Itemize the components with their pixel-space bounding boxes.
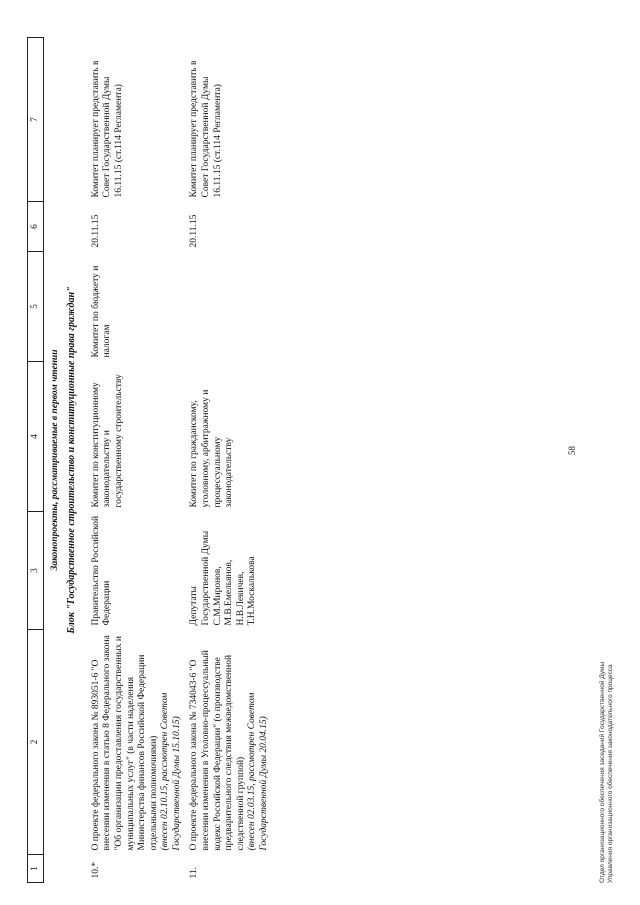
rotated-landscape-content bbox=[27, 18, 617, 883]
page-number: 58 bbox=[567, 446, 577, 455]
bills-table bbox=[27, 37, 273, 883]
bill-note: (внесен 02.10.15, рассмотрен Советом Государственной Думы 15.10.15) bbox=[160, 692, 182, 851]
row-number: 10.* bbox=[90, 861, 101, 879]
responsible-committee: Комитет по конституционному законодательству и государственному строительству bbox=[90, 374, 124, 508]
block-heading: Блок "Государственное строительство и конституционные права граждан" bbox=[65, 286, 77, 634]
plan: Комитет планирует представить в Совет Государственной Думы 16.11.15 (ст.114 Регламента) bbox=[189, 60, 223, 198]
bill-cell bbox=[88, 630, 187, 855]
initiator: Правительство Российской Федерации bbox=[90, 515, 113, 626]
column-number: 4 bbox=[28, 362, 44, 512]
section-heading: Законопроекты, рассматриваемые в первом чтении bbox=[50, 349, 60, 571]
table-row bbox=[186, 38, 273, 883]
co-committee: Комитет по бюджету и налогам bbox=[90, 265, 113, 358]
footer bbox=[599, 662, 616, 883]
footer-line: Отдел организационного обеспечения заседаний Государственной Думы bbox=[599, 661, 606, 883]
bill-cell bbox=[186, 630, 273, 855]
bill-title: О проекте федерального закона № 893051-6 "О внесении изменения в статью 8 Федерального закона "Об организации предоставления государственных и муниципальных услуг" (в части наделения Министерства финансов Российской Федерации отдельными полномочиями) bbox=[90, 635, 159, 851]
column-number: 5 bbox=[28, 252, 44, 362]
responsible-committee: Комитет по гражданскому, уголовному, арбитражному и процессуальному законодательству bbox=[189, 389, 235, 508]
date: 20.11.15 bbox=[90, 214, 101, 248]
column-number: 1 bbox=[28, 855, 44, 883]
bill-note: (внесен 02.03.15, рассмотрен Советом Государственной Думы 20.04.15) bbox=[247, 692, 269, 851]
row-number: 11. bbox=[189, 866, 200, 879]
plan: Комитет планирует представить в Совет Государственной Думы 16.11.15 (ст.114 Регламента) bbox=[90, 60, 124, 198]
table-row bbox=[88, 38, 187, 883]
column-number-row bbox=[28, 38, 44, 883]
co-committee bbox=[186, 252, 273, 362]
bill-title: О проекте федерального закона № 734043-6 "О внесении изменения в Уголовно-процессуальный кодекс Российской Федерации" (о производстве предварительного следствия межведомственной следственной группой) bbox=[189, 650, 246, 851]
column-number: 3 bbox=[28, 512, 44, 630]
initiator: Депутаты Государственной Думы С.М.Миронов, М.В.Емельянов, Н.В.Левичев, Т.Н.Москалькова bbox=[189, 530, 258, 626]
column-number: 6 bbox=[28, 202, 44, 252]
column-number: 7 bbox=[28, 38, 44, 202]
column-number: 2 bbox=[28, 630, 44, 855]
footer-line: Управления организационного обеспечения законодательного процесса bbox=[607, 664, 615, 883]
date: 20.11.15 bbox=[189, 214, 200, 248]
